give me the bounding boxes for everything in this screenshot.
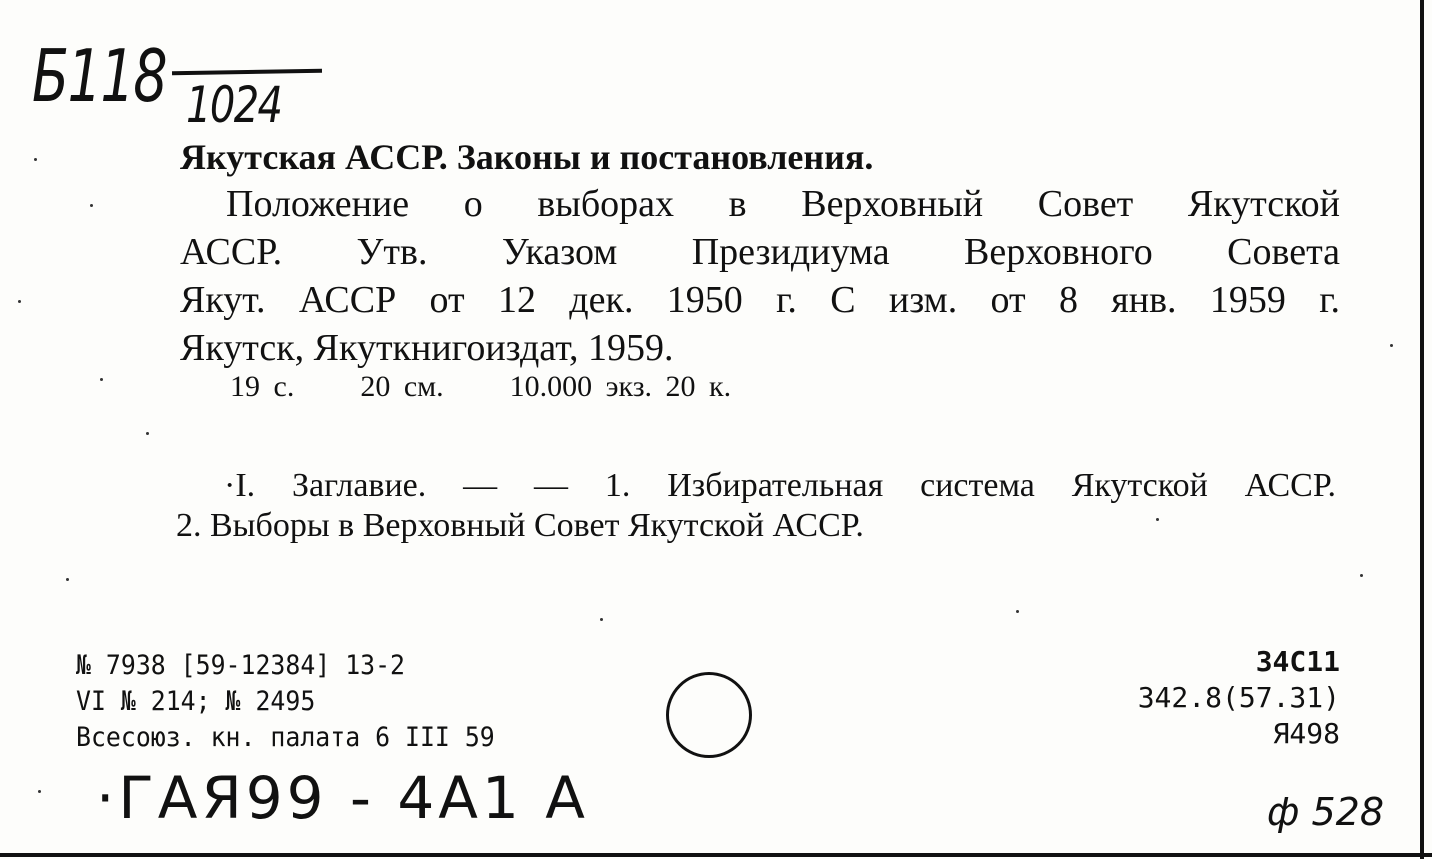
speck	[34, 158, 37, 161]
speck	[1390, 344, 1393, 347]
imprint-line: № 7938 [59-12384] 13-2	[76, 650, 406, 681]
handwritten-corner-mark: ф 528	[1266, 790, 1384, 834]
speck	[146, 432, 149, 435]
card-punch-hole	[666, 672, 752, 758]
collation-pages: 19 с.	[230, 370, 295, 403]
handwritten-call-number-sub: 1024	[186, 76, 282, 134]
description-line: АССР. Утв. Указом Президиума Верховного Совета	[180, 231, 1340, 273]
speck	[66, 578, 69, 581]
tracing-line: ·I. Заглавие. — — 1. Избирательная система Якутской АССР.	[224, 467, 1336, 504]
description-line: Положение о выборах в Верховный Совет Якутской	[226, 183, 1340, 225]
imprint-line: Всесоюз. кн. палата 6 III 59	[76, 722, 495, 753]
handwritten-call-number: Б118	[32, 34, 167, 118]
classmark: 34С11	[1255, 645, 1340, 678]
imprint-line: VI № 214; № 2495	[76, 686, 316, 717]
tracing-line: 2. Выборы в Верховный Совет Якутской АССР.	[176, 507, 864, 544]
classmark: 342.8(57.31)	[1137, 681, 1340, 714]
bibliographic-description	[180, 180, 1340, 372]
speck	[38, 790, 41, 793]
card-heading: Якутская АССР. Законы и постановления.	[180, 137, 874, 177]
speck	[600, 618, 603, 621]
speck	[1360, 574, 1363, 577]
collation	[230, 370, 797, 404]
subject-tracings	[176, 466, 1336, 546]
card-imprint	[76, 648, 495, 756]
speck	[90, 204, 93, 207]
classification-marks	[1138, 644, 1340, 752]
speck	[100, 378, 103, 381]
card-edge-bottom	[0, 853, 1432, 857]
collation-print-run: 10.000 экз. 20 к.	[509, 370, 732, 403]
description-line: Якут. АССР от 12 дек. 1950 г. С изм. от 8 янв. 1959 г.	[180, 279, 1340, 321]
collation-size: 20 см.	[360, 370, 444, 403]
card-edge-right	[1420, 0, 1424, 859]
speck	[1016, 610, 1019, 613]
classmark: Я498	[1272, 717, 1340, 750]
call-number-rule	[172, 69, 322, 76]
description-line: Якутск, Якуткнигоиздат, 1959.	[180, 327, 674, 369]
handwritten-inventory-number: ·ГАЯ99 - 4А1 А	[96, 764, 589, 832]
speck	[18, 300, 21, 303]
speck	[1156, 518, 1159, 521]
